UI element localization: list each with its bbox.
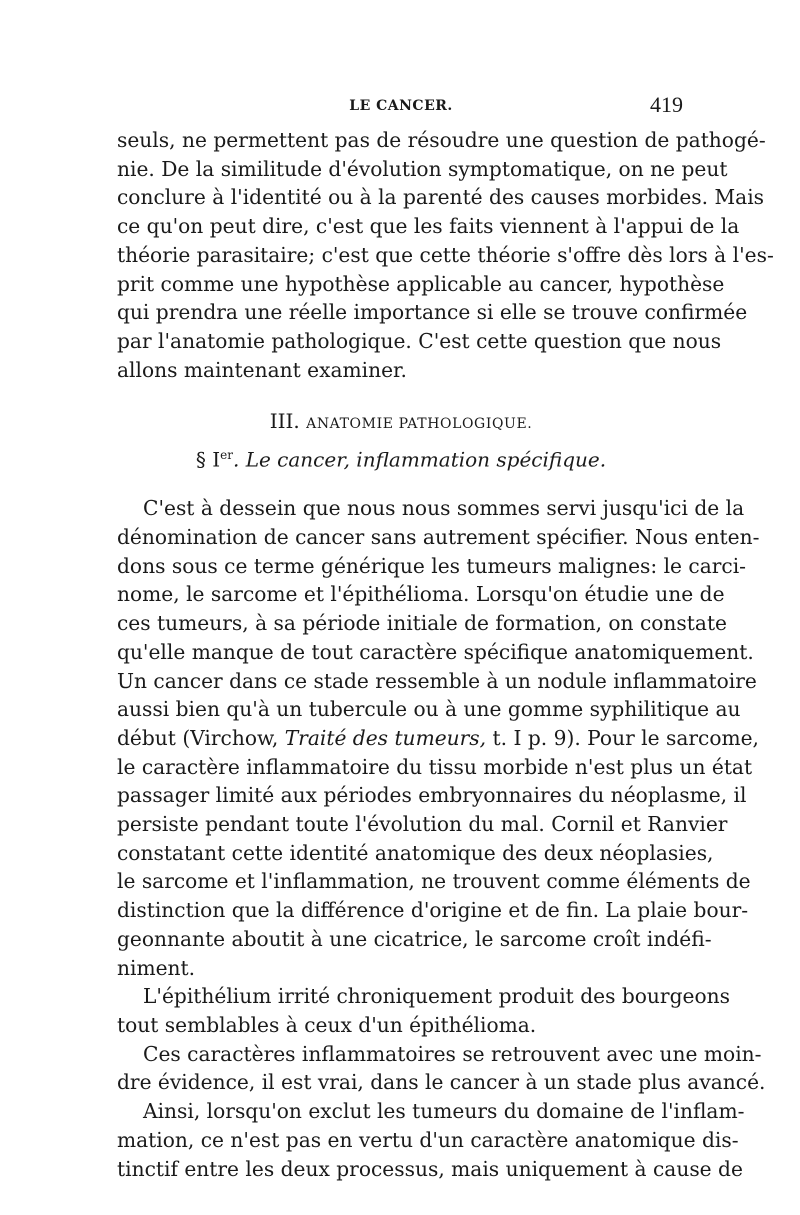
text-line: mation, ce n'est pas en vertu d'un caractère anatomique dis- <box>117 1127 739 1152</box>
text-line: qu'elle manque de tout caractère spécifique anatomiquement. <box>117 639 754 664</box>
ref-after: t. I p. 9). Pour le sarcome, <box>486 725 759 750</box>
subsection-title: . Le cancer, inflammation spécifique. <box>232 447 607 472</box>
section-title: ANATOMIE PATHOLOGIQUE. <box>306 416 533 433</box>
text-line: le sarcome et l'inflammation, ne trouvent comme éléments de <box>117 869 751 894</box>
running-head <box>117 92 685 122</box>
text-line: dons sous ce terme générique les tumeurs malignes: le carci- <box>117 553 746 578</box>
text-line: tout semblables à ceux d'un épithélioma. <box>117 1012 537 1037</box>
text-line: prit comme une hypothèse applicable au cancer, hypothèse <box>117 271 725 296</box>
text-line: Ainsi, lorsqu'on exclut les tumeurs du domaine de l'inflam- <box>143 1099 745 1124</box>
paragraph-2 <box>117 494 760 982</box>
section-number: III. <box>269 409 300 434</box>
text-line: conclure à l'identité ou à la parenté des causes morbides. Mais <box>117 185 765 210</box>
subsection-symbol: § I <box>195 447 221 472</box>
text-line: Ces caractères inflammatoires se retrouvent avec une moin- <box>143 1041 762 1066</box>
text-line: dre évidence, il est vrai, dans le cancer à un stade plus avancé. <box>117 1070 766 1095</box>
text-line: dénomination de cancer sans autrement spécifier. Nous enten- <box>117 525 760 550</box>
text-line: nie. De la similitude d'évolution symptomatique, on ne peut <box>117 156 728 181</box>
text-line: C'est à dessein que nous nous sommes servi jusqu'ici de la <box>143 496 745 521</box>
text-line: distinction que la différence d'origine et de fin. La plaie bour- <box>117 898 749 923</box>
text-line: niment. <box>117 955 196 980</box>
text-line: geonnante aboutit à une cicatrice, le sarcome croît indéfi- <box>117 926 712 951</box>
section-heading <box>117 406 685 436</box>
text-line: ces tumeurs, à sa période initiale de formation, on constate <box>117 611 728 636</box>
book-page <box>117 92 774 1183</box>
text-line: ce qu'on peut dire, c'est que les faits viennent à l'appui de la <box>117 214 740 239</box>
text-line-reference <box>117 724 759 753</box>
text-line: théorie parasitaire; c'est que cette théorie s'offre dès lors à l'es- <box>117 242 774 267</box>
ref-italic: Traité des tumeurs, <box>284 725 487 750</box>
page-number: 419 <box>650 92 683 117</box>
ref-before: début (Virchow, <box>117 725 285 750</box>
text-line: par l'anatomie pathologique. C'est cette question que nous <box>117 328 722 353</box>
text-line: Un cancer dans ce stade ressemble à un nodule inflammatoire <box>117 668 757 693</box>
paragraph-4 <box>117 1040 766 1097</box>
text-line: seuls, ne permettent pas de résoudre une question de pathogé- <box>117 128 766 152</box>
text-line: nome, le sarcome et l'épithélioma. Lorsqu'on étudie une de <box>117 582 725 607</box>
subsection-sup: er <box>220 448 233 463</box>
text-line: persiste pendant toute l'évolution du mal. Cornil et Ranvier <box>117 812 728 837</box>
paragraph-5 <box>117 1097 745 1183</box>
text-line: le caractère inflammatoire du tissu morbide n'est plus un état <box>117 754 753 779</box>
text-line: L'épithélium irrité chroniquement produit des bourgeons <box>143 984 730 1009</box>
text-line: aussi bien qu'à un tubercule ou à une gomme syphilitique au <box>117 697 741 722</box>
text-line: passager limité aux périodes embryonnaires du néoplasme, il <box>117 783 747 808</box>
section-title-text: NATOMIE PATHOLOGIQUE. <box>316 416 533 433</box>
paragraph-1 <box>117 126 774 384</box>
text-line: constatant cette identité anatomique des deux néoplasies, <box>117 840 714 865</box>
text-line: allons maintenant examiner. <box>117 357 407 382</box>
paragraph-3 <box>117 982 730 1039</box>
subsection-heading <box>117 440 685 470</box>
running-title: LE CANCER. <box>349 98 453 114</box>
text-line: qui prendra une réelle importance si elle se trouve confirmée <box>117 300 748 325</box>
text-line: tinctif entre les deux processus, mais uniquement à cause de <box>117 1156 743 1181</box>
